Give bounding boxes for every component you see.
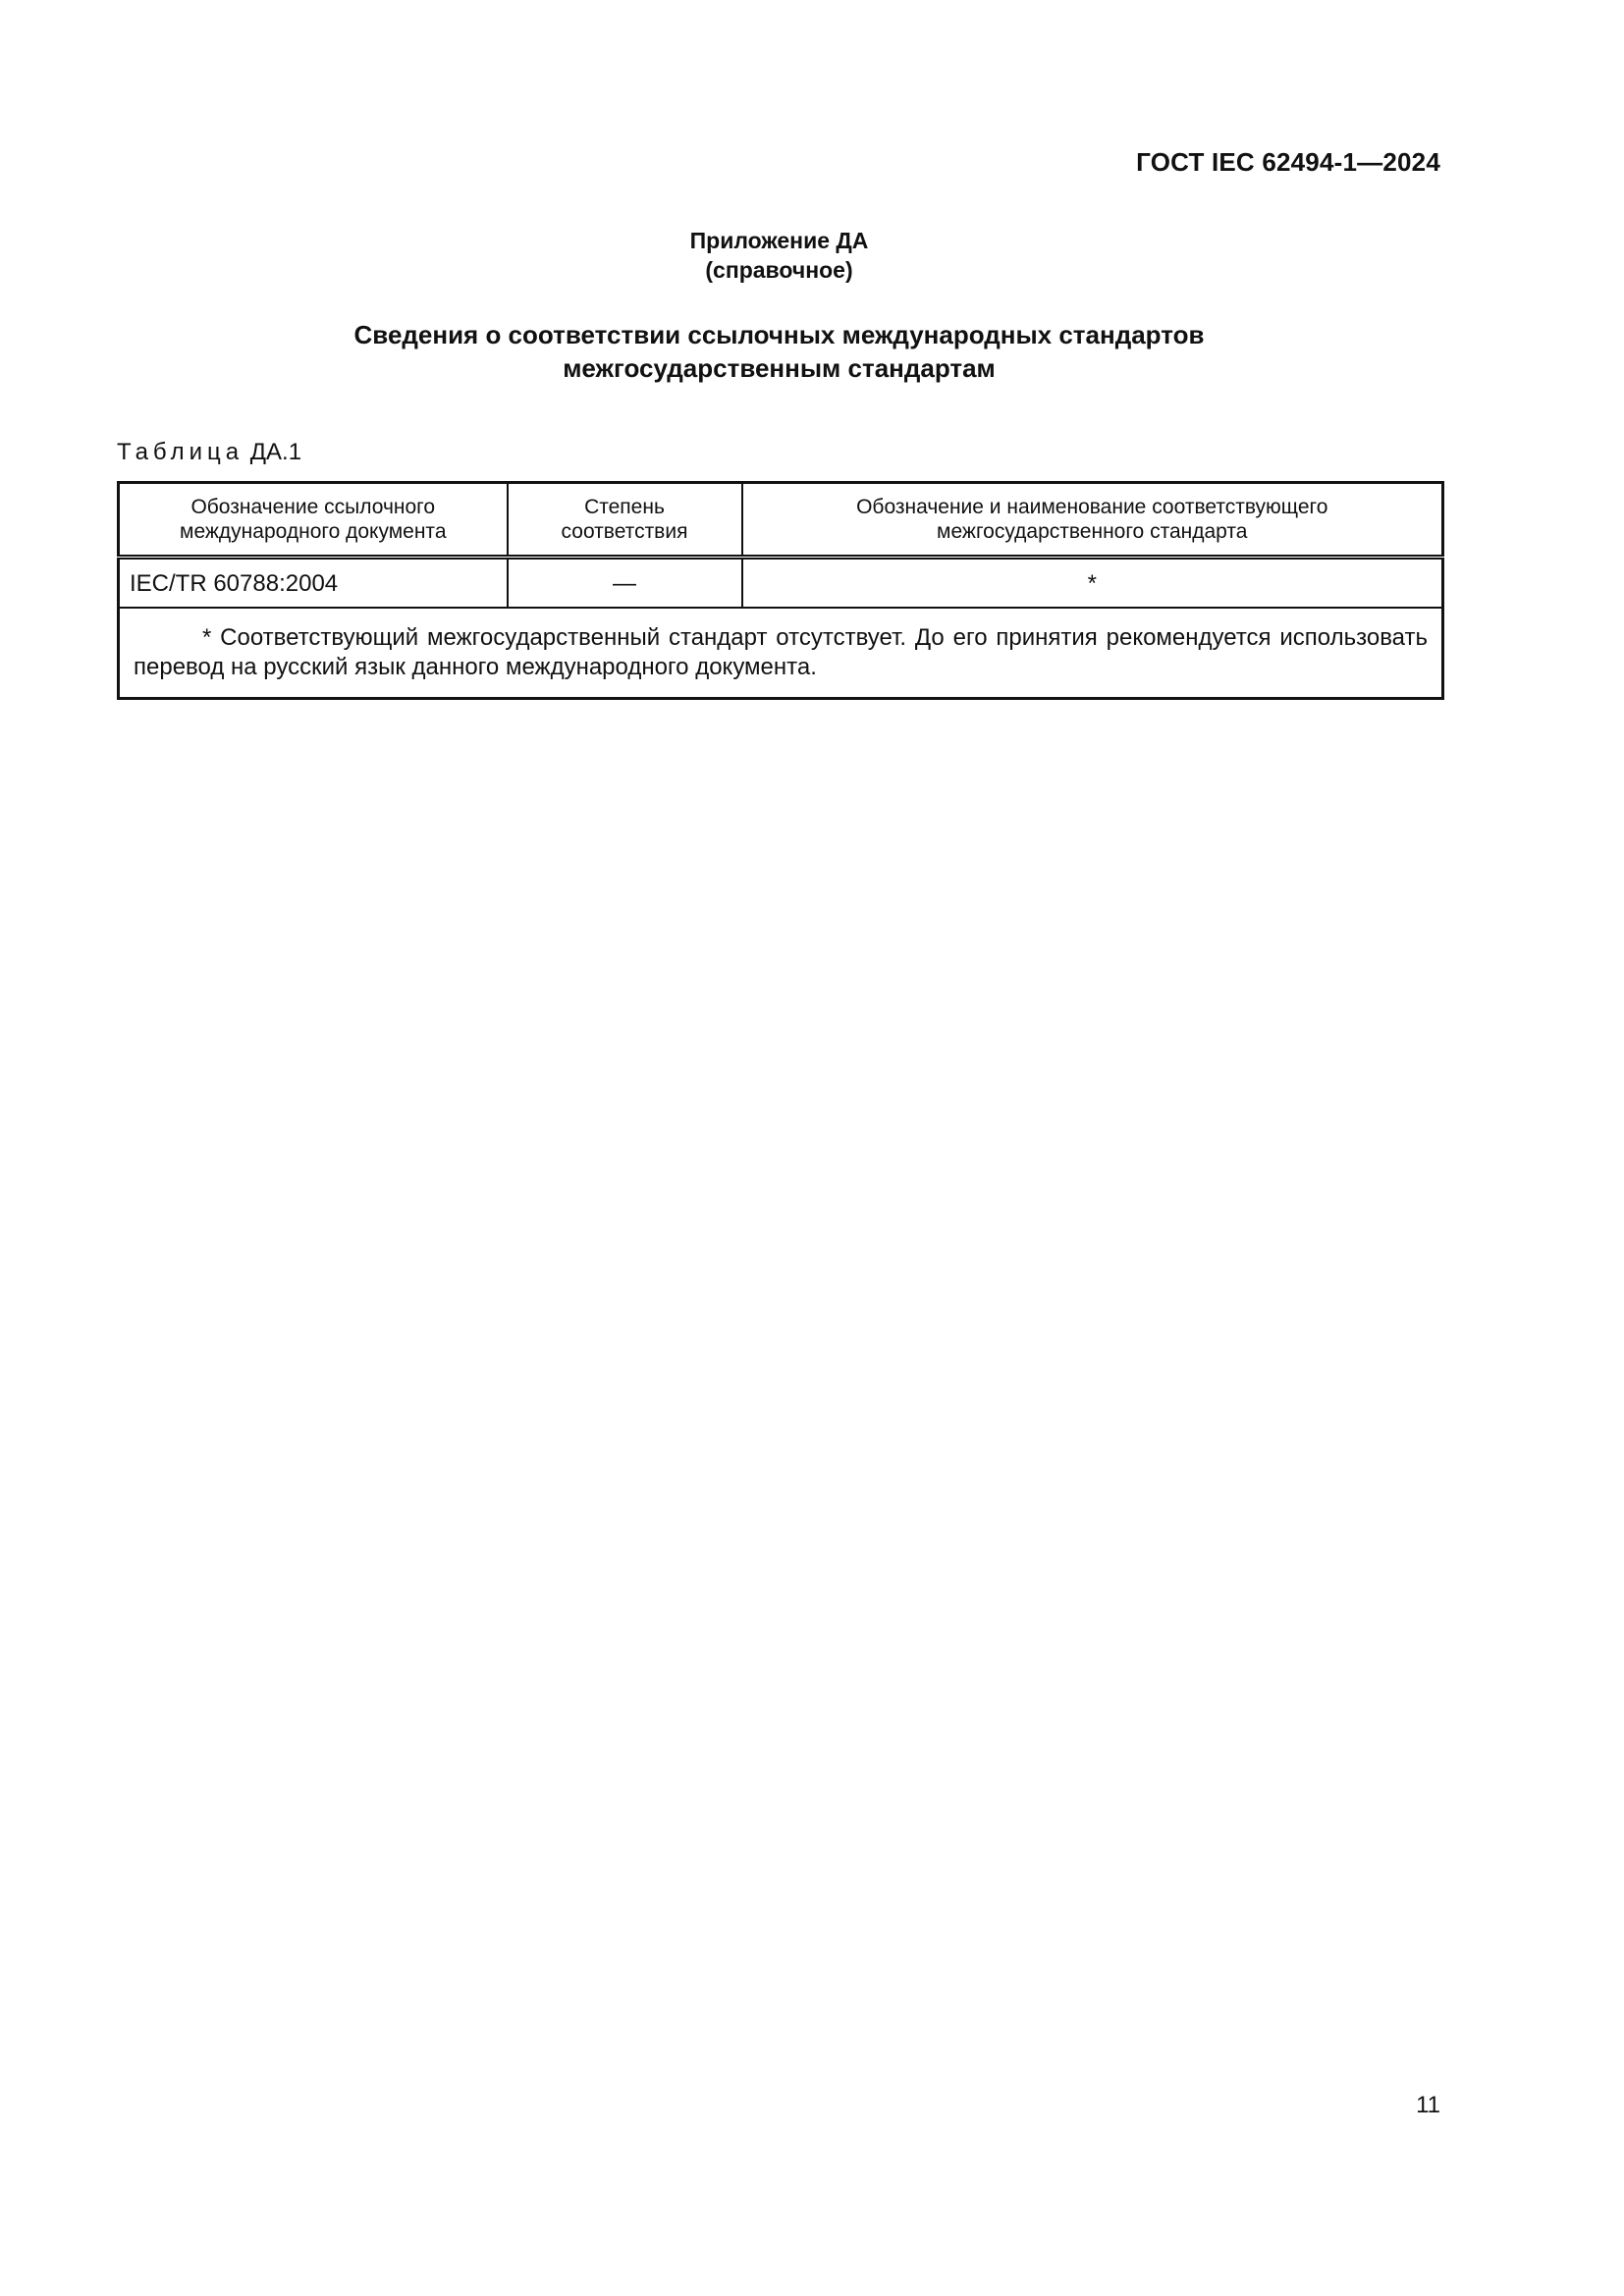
document-code: ГОСТ IEC 62494-1—2024: [1136, 147, 1440, 177]
correspondence-table: [117, 481, 1444, 700]
section-title-line-1: Сведения о соответствии ссылочных международных стандартов: [353, 320, 1205, 349]
table-footnote: [119, 608, 1443, 699]
page-number: 11: [1416, 2092, 1440, 2118]
header-cell-degree: Степень соответствия: [508, 483, 742, 558]
table-note-row: [119, 608, 1443, 699]
table-caption-word: Таблица: [117, 439, 244, 465]
appendix-subtitle: (справочное): [705, 257, 853, 283]
table-footnote-text: * Соответствующий межгосударственный стандарт отсутствует. До его принятия рекомендуется использовать перевод на русский язык данного международного документа.: [134, 624, 1428, 680]
appendix-title: Приложение ДА: [689, 228, 869, 253]
header-cell-reference-document: Обозначение ссылочного международного документа: [119, 483, 508, 558]
appendix-heading: [0, 226, 1558, 285]
cell-standard: *: [742, 558, 1443, 609]
cell-degree: —: [508, 558, 742, 609]
table-caption-number: ДА.1: [249, 439, 302, 465]
section-title-line-2: межгосударственным стандартам: [563, 353, 996, 383]
table-row: [119, 558, 1443, 609]
header-cell-interstate-standard: Обозначение и наименование соответствующего межгосударственного стандарта: [742, 483, 1443, 558]
cell-designation: IEC/TR 60788:2004: [119, 558, 508, 609]
section-title: [0, 318, 1558, 385]
table-caption: [117, 439, 301, 466]
table-header-row: [119, 483, 1443, 558]
